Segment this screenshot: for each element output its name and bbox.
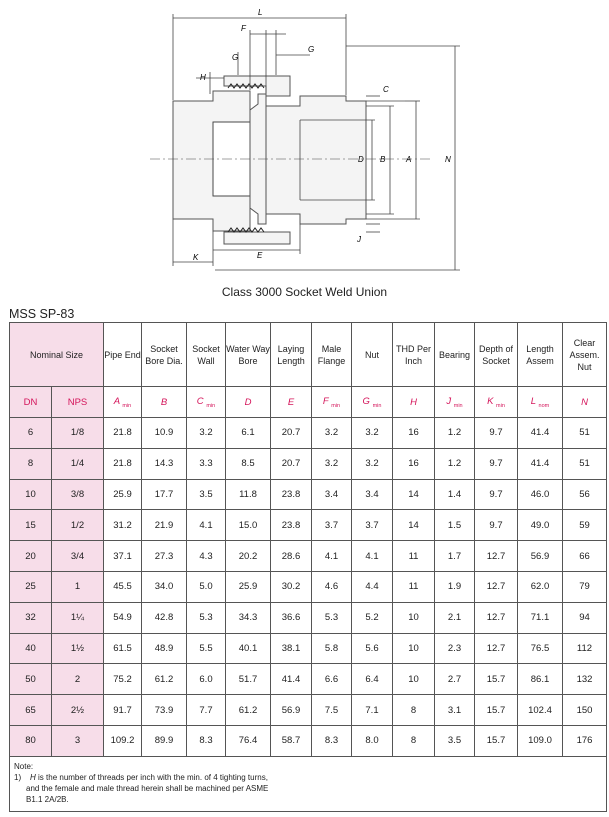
table-body [10,418,607,757]
value-cell: 8.3 [312,725,352,756]
value-cell: 1.4 [435,479,475,510]
value-cell: 45.5 [104,571,142,602]
note-cell [10,756,607,811]
value-cell: 3.2 [352,448,393,479]
value-cell: 30.2 [271,571,312,602]
value-cell: 14 [393,510,435,541]
table-row [10,418,607,449]
nps-cell: 3/8 [52,479,104,510]
col-header: Length Assem [518,323,563,387]
col-header: Laying Length [271,323,312,387]
label-B: B [380,155,386,164]
symbol-cell: B [142,387,187,418]
nps-cell: 1¼ [52,602,104,633]
value-cell: 41.4 [518,448,563,479]
label-G: G [308,45,315,54]
label-J: J [357,235,361,244]
value-cell: 23.8 [271,510,312,541]
figure-caption: Class 3000 Socket Weld Union [221,285,388,299]
value-cell: 10 [393,633,435,664]
note-number: 1) [14,772,22,782]
symbol-cell: K $_{min}$ [475,387,518,418]
dn-cell: 6 [10,418,52,449]
value-cell: 9.7 [475,479,518,510]
value-cell: 3.2 [352,418,393,449]
value-cell: 56.9 [518,541,563,572]
value-cell: 7.7 [187,695,226,726]
value-cell: 3.5 [435,725,475,756]
value-cell: 56.9 [271,695,312,726]
value-cell: 36.6 [271,602,312,633]
value-cell: 109.2 [104,725,142,756]
value-cell: 37.1 [104,541,142,572]
note-line-1 [14,772,602,783]
value-cell: 3.7 [312,510,352,541]
value-cell: 15.7 [475,664,518,695]
value-cell: 51 [563,418,607,449]
value-cell: 79 [563,571,607,602]
label-L: L [258,8,263,17]
value-cell: 1.2 [435,448,475,479]
value-cell: 2.1 [435,602,475,633]
value-cell: 86.1 [518,664,563,695]
value-cell: 150 [563,695,607,726]
value-cell: 20.2 [226,541,271,572]
dn-cell: 15 [10,510,52,541]
value-cell: 62.0 [518,571,563,602]
table-row [10,448,607,479]
value-cell: 6.1 [226,418,271,449]
nps-cell: 1/2 [52,510,104,541]
value-cell: 15.0 [226,510,271,541]
col-header: Socket Wall [187,323,226,387]
value-cell: 61.2 [226,695,271,726]
dn-cell: 20 [10,541,52,572]
label-C: C [383,85,389,94]
value-cell: 7.5 [312,695,352,726]
nps-cell: 1/4 [52,448,104,479]
value-cell: 46.0 [518,479,563,510]
value-cell: 11 [393,541,435,572]
symbol-cell: C $_{min}$ [187,387,226,418]
value-cell: 10 [393,664,435,695]
value-cell: 91.7 [104,695,142,726]
dn-cell: 10 [10,479,52,510]
value-cell: 16 [393,448,435,479]
value-cell: 2.7 [435,664,475,695]
value-cell: 21.8 [104,448,142,479]
value-cell: 41.4 [271,664,312,695]
note-line-3: B1.1 2A/2B. [26,794,69,804]
value-cell: 8 [393,725,435,756]
col-header: Socket Bore Dia. [142,323,187,387]
value-cell: 54.9 [104,602,142,633]
nominal-size-header: Nominal Size [10,323,104,387]
value-cell: 14 [393,479,435,510]
value-cell: 51.7 [226,664,271,695]
value-cell: 102.4 [518,695,563,726]
value-cell: 1.2 [435,418,475,449]
col-header: Male Flange [312,323,352,387]
value-cell: 15.7 [475,695,518,726]
value-cell: 76.4 [226,725,271,756]
value-cell: 8.0 [352,725,393,756]
symbol-cell: G $_{min}$ [352,387,393,418]
value-cell: 1.9 [435,571,475,602]
value-cell: 5.3 [187,602,226,633]
value-cell: 61.5 [104,633,142,664]
col-header: Water Way Bore [226,323,271,387]
value-cell: 34.3 [226,602,271,633]
dn-cell: 8 [10,448,52,479]
value-cell: 3.2 [312,418,352,449]
value-cell: 41.4 [518,418,563,449]
value-cell: 112 [563,633,607,664]
symbol-cell: D [226,387,271,418]
value-cell: 1.5 [435,510,475,541]
value-cell: 2.3 [435,633,475,664]
symbol-cell: N [563,387,607,418]
dn-cell: 80 [10,725,52,756]
value-cell: 38.1 [271,633,312,664]
value-cell: 58.7 [271,725,312,756]
symbol-cell: J $_{min}$ [435,387,475,418]
table-row [10,479,607,510]
label-D: D [358,155,364,164]
value-cell: 16 [393,418,435,449]
table-row [10,602,607,633]
value-cell: 6.0 [187,664,226,695]
col-header: Depth of Socket [475,323,518,387]
note-row [10,756,607,811]
note-text-1: is the number of threads per inch with the min. of 4 tighting turns, [35,772,268,782]
dn-cell: 25 [10,571,52,602]
value-cell: 17.7 [142,479,187,510]
dn-cell: 32 [10,602,52,633]
value-cell: 5.6 [352,633,393,664]
label-E: E [257,251,263,260]
value-cell: 3.4 [312,479,352,510]
value-cell: 5.2 [352,602,393,633]
symbol-cell: A $_{min}$ [104,387,142,418]
col-header: THD Per Inch [393,323,435,387]
value-cell: 20.7 [271,418,312,449]
note-h-symbol: H [30,772,36,782]
value-cell: 4.1 [187,510,226,541]
label-K: K [193,253,199,262]
dn-header: DN [10,387,52,418]
dn-cell: 65 [10,695,52,726]
value-cell: 5.5 [187,633,226,664]
value-cell: 12.7 [475,541,518,572]
value-cell: 49.0 [518,510,563,541]
value-cell: 25.9 [226,571,271,602]
value-cell: 8.5 [226,448,271,479]
value-cell: 14.3 [142,448,187,479]
value-cell: 51 [563,448,607,479]
value-cell: 132 [563,664,607,695]
value-cell: 6.6 [312,664,352,695]
value-cell: 3.2 [312,448,352,479]
symbol-cell: E [271,387,312,418]
symbol-row [10,387,607,418]
symbol-cell: F $_{min}$ [312,387,352,418]
value-cell: 25.9 [104,479,142,510]
value-cell: 5.0 [187,571,226,602]
header-row [10,323,607,387]
value-cell: 4.4 [352,571,393,602]
value-cell: 34.0 [142,571,187,602]
value-cell: 9.7 [475,448,518,479]
nps-cell: 1 [52,571,104,602]
label-G-top: G [232,53,239,62]
table-row [10,633,607,664]
value-cell: 9.7 [475,418,518,449]
socket-weld-union-drawing [0,0,609,300]
value-cell: 89.9 [142,725,187,756]
value-cell: 66 [563,541,607,572]
value-cell: 27.3 [142,541,187,572]
value-cell: 21.9 [142,510,187,541]
value-cell: 73.9 [142,695,187,726]
value-cell: 8.3 [187,725,226,756]
value-cell: 9.7 [475,510,518,541]
value-cell: 6.4 [352,664,393,695]
value-cell: 42.8 [142,602,187,633]
value-cell: 4.6 [312,571,352,602]
table-row [10,541,607,572]
value-cell: 40.1 [226,633,271,664]
value-cell: 4.1 [352,541,393,572]
value-cell: 20.7 [271,448,312,479]
value-cell: 76.5 [518,633,563,664]
value-cell: 11.8 [226,479,271,510]
value-cell: 11 [393,571,435,602]
value-cell: 7.1 [352,695,393,726]
nps-cell: 1½ [52,633,104,664]
table-row [10,725,607,756]
table-row [10,695,607,726]
value-cell: 3.1 [435,695,475,726]
nps-header: NPS [52,387,104,418]
table-row [10,571,607,602]
dn-cell: 40 [10,633,52,664]
nps-cell: 3 [52,725,104,756]
label-H: H [200,73,206,82]
label-A: A [406,155,412,164]
value-cell: 31.2 [104,510,142,541]
symbol-cell: L $_{nom}$ [518,387,563,418]
value-cell: 5.3 [312,602,352,633]
value-cell: 56 [563,479,607,510]
nps-cell: 2½ [52,695,104,726]
note-line-2: and the female and male thread herein shall be machined per ASME [26,783,269,793]
value-cell: 12.7 [475,602,518,633]
value-cell: 59 [563,510,607,541]
nps-cell: 2 [52,664,104,695]
col-header: Nut [352,323,393,387]
col-header: Bearing [435,323,475,387]
table-row [10,510,607,541]
symbol-cell: H [393,387,435,418]
value-cell: 4.1 [312,541,352,572]
value-cell: 3.7 [352,510,393,541]
nps-cell: 3/4 [52,541,104,572]
value-cell: 10 [393,602,435,633]
value-cell: 61.2 [142,664,187,695]
value-cell: 3.2 [187,418,226,449]
label-F: F [241,24,246,33]
nps-cell: 1/8 [52,418,104,449]
value-cell: 109.0 [518,725,563,756]
value-cell: 1.7 [435,541,475,572]
value-cell: 75.2 [104,664,142,695]
col-header: Pipe End [104,323,142,387]
value-cell: 21.8 [104,418,142,449]
dimensions-table [9,322,607,812]
value-cell: 28.6 [271,541,312,572]
value-cell: 5.8 [312,633,352,664]
standard-label: MSS SP-83 [9,307,75,321]
value-cell: 10.9 [142,418,187,449]
value-cell: 23.8 [271,479,312,510]
value-cell: 71.1 [518,602,563,633]
value-cell: 3.3 [187,448,226,479]
table-row [10,664,607,695]
value-cell: 8 [393,695,435,726]
value-cell: 12.7 [475,633,518,664]
value-cell: 15.7 [475,725,518,756]
value-cell: 4.3 [187,541,226,572]
value-cell: 12.7 [475,571,518,602]
note-title: Note: [14,761,34,771]
value-cell: 176 [563,725,607,756]
value-cell: 94 [563,602,607,633]
label-N: N [445,155,451,164]
col-header: Clear Assem. Nut [563,323,607,387]
value-cell: 3.5 [187,479,226,510]
dn-cell: 50 [10,664,52,695]
value-cell: 3.4 [352,479,393,510]
value-cell: 48.9 [142,633,187,664]
